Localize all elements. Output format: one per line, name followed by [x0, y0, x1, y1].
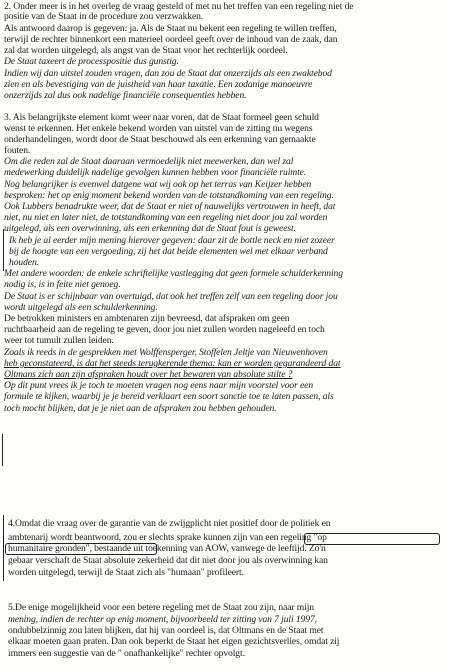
text-line: worden uitgelegd, terwijl de Staat zich als "humaan" profileert.	[8, 568, 244, 578]
text-line: fouten.	[4, 146, 31, 156]
text-line: Om die reden zal de Staat daaraan vermoedelijk niet meewerken, dan wel zal	[4, 157, 294, 167]
margin-bracket-mark	[3, 229, 4, 271]
text-line: besproken: het op enig moment bekend worden van de totstandkoming van een regeling.	[4, 191, 334, 201]
text-line: zal dat worden uitgelegd, als angst van de Staat voor het rechterlijk oordeel.	[4, 46, 288, 56]
text-line: zien en als bevestiging van de juistheid van haar taxatie. Een zodanige manoeuvre	[4, 80, 313, 90]
text-line: ondubbelzinnig zou laten blijken, dat hij van oordeel is, dat Oltmans en de Staat met	[8, 626, 324, 636]
text-line: Op dit punt vrees ik je toch te moeten vragen nog eens naar mijn voorstel voor een	[4, 381, 314, 391]
text-line: ambtenarij wordt beantwoord, zou er slechts sprake kunnen zijn van een regeling "op	[8, 533, 327, 543]
text-line: De Staat is er schijnbaar van overtuigd, dat ook het treffen zelf van een regeling door jou	[4, 292, 338, 302]
text-line: De betrokken ministers en ambtenaren zijn bevreesd, dat afspraken om geen	[4, 314, 290, 324]
text-line: positie van de Staat in de procedure zou verzwakken.	[4, 12, 204, 22]
text-line: 5.De enige mogelijkheid voor een betere regeling met de Staat zou zijn, naar mijn	[8, 603, 314, 613]
text-line: immers een suggestie van de " onafhankelijke" rechter opvolgt.	[8, 649, 245, 659]
text-line: wenst te erkennen. Het enkele bekend worden van uitstel van de zitting nu wegens	[4, 124, 313, 134]
text-line: Nog belangrijker is evenwel datgene wat wij ook op het terras van Keijzer hebben	[4, 180, 312, 190]
text-line: Ik heb je al eerder mijn mening hierover gegeven: daar zit de bottle neck en niet zozeer	[9, 236, 335, 246]
text-line: uitgelegd, als een overwinning, als een erkenning dat de Staat fout is geweest.	[4, 224, 296, 234]
text-line: Met andere woorden: de enkele schriftelijke vastlegging dat geen formele schulderkenning	[4, 269, 343, 279]
text-line: mening, indien de rechter op enig moment, bijvoorbeeld ter zitting van 7 juli 1997,	[8, 615, 317, 625]
text-line: medewerking duidelijk nadelige gevolgen kunnen hebben voor financiële ruimte.	[4, 168, 307, 178]
text-line: Als antwoord daarop is gegeven: ja. Als de Staat nu bekent een regeling te willen treffen,	[4, 24, 337, 34]
text-line: 2. Onder meer is in het overleg de vraag gesteld of met nu het treffen van een regeling niet de	[4, 2, 354, 12]
text-line: nodig is, is in feite niet genoeg.	[4, 280, 121, 290]
margin-bracket-mark	[2, 434, 3, 466]
text-line: houden.	[9, 258, 39, 268]
text-line: terwijl de rechter binnenkort een materieel oordeel geeft over de inhoud van de zaak, dan	[4, 35, 338, 45]
text-line: 4.Omdat die vraag over de garantie van de zwijgplicht niet positief door de politiek en	[8, 519, 331, 529]
text-line: Ook Lubbers benadrukte weer, dat de Staat er niet of nauwelijks vertrouwen in heeft, dat	[4, 202, 336, 212]
text-line: toch mocht blijken, dat je je niet aan de afspraken zou hebben gehouden.	[4, 404, 277, 414]
text-line: gebaar verschaft de Staat absolute zekerheid dat dit niet door jou als overwinning kan	[8, 556, 328, 566]
text-line: 3. Als belangrijkste element komt weer naar voren, dat de Staat formeel geen schuld	[4, 113, 319, 123]
text-line: onderhandelingen, wordt door de Staat beschouwd als een erkenning van gemaakte	[4, 135, 316, 145]
text-line: De Staat taxeert de processpositie dus gunstig.	[4, 57, 179, 67]
text-line: humanitaire gronden", bestaande uit toekenning van AOW, vanwege de leeftijd. Zo'n	[8, 544, 326, 554]
text-line: wordt uitgelegd als een schulderkenning.	[4, 303, 158, 313]
text-line: niet, nu niet en later niet, de totstandkoming van een regeling niet door jou zal worden	[4, 213, 328, 223]
text-line: Indien wij dan uitstel zouden vragen, dan zou de Staat dat onzerzijds als een zwaktebod	[4, 69, 332, 79]
text-line: ruchtbaarheid aan de regeling te geven, door jou niet zullen worden nageleefd en toch	[4, 325, 325, 335]
margin-bracket-mark	[3, 515, 4, 581]
text-line: formule te kijken, waarbij je je bereid verklaart een soort sanctie toe te laten passen, als	[4, 392, 334, 402]
text-line: Zoals ik reeds in de gesprekken met Wolffensperger, Stoffelen Jeltje van Nieuwenhoven	[4, 348, 328, 358]
text-line: elkaar moeten gaan praten. Dan ook beperkt de Staat het eigen gezichtsverlies, omdat zij	[8, 637, 340, 647]
text-line: Oltmans zich aan zijn afspraken houdt over het bewaren van absolute stilte ?	[4, 370, 293, 380]
text-line: onzerzijds zal dus ook nadelige financiële consequenties hebben.	[4, 91, 247, 101]
text-line: heb geconstateerd, is dat het steeds terugkerende thema: kan er worden gegarandeerd dat	[4, 359, 341, 369]
text-line: weer tot tumult zullen leiden.	[4, 336, 114, 346]
text-line: bij de hoogte van een vergoeding, zij het dat beide elementen wel met elkaar verband	[9, 247, 328, 257]
